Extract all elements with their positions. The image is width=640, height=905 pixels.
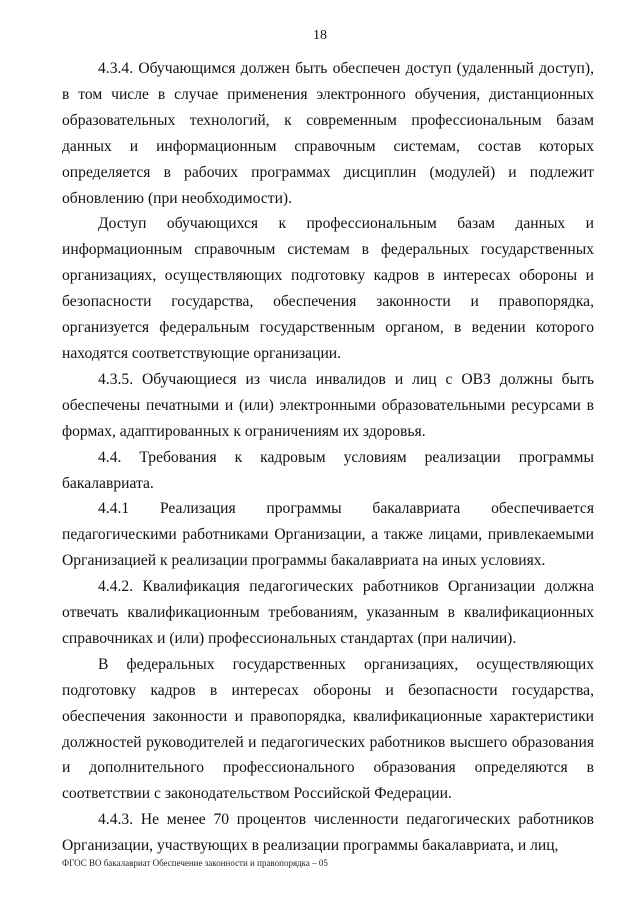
paragraph-4-4-1: 4.4.1 Реализация программы бакалавриата обеспечивается педагогическими работниками Организации, а также лицами, привлекаемыми Организацией к реализации программы бакалавриата на иных условиях. xyxy=(62,500,594,570)
paragraph-federal-orgs: В федеральных государственных организациях, осуществляющих подготовку кадров в интересах обороны и безопасности государства, обеспечения законности и правопорядка, квалификационные характеристики должностей руководителей и педагогических работников высшего образования и дополнительного профессионального образования определяются в соответствии с законодательством Российской Федерации. xyxy=(62,655,594,803)
paragraph-4-4: 4.4. Требования к кадровым условиям реализации программы бакалавриата. xyxy=(62,448,594,492)
paragraph-4-3-4: 4.3.4. Обучающимся должен быть обеспечен доступ (удаленный доступ), в том числе в случае применения электронного обучения, дистанционных образовательных технологий, к современным профессиональным базам данных и информационным справочным системам, состав которых определяется в рабочих программах дисциплин (модулей) и подлежит обновлению (при необходимости). xyxy=(62,60,594,207)
document-body xyxy=(62,56,594,859)
paragraph-access: Доступ обучающихся к профессиональным базам данных и информационным справочным системам в федеральных государственных организациях, осуществляющих подготовку кадров в интересах обороны и безопасности государства, обеспечения законности и правопорядка, организуется федеральным государственным органом, в ведении которого находятся соответствующие организации. xyxy=(62,215,594,362)
paragraph-4-4-2: 4.4.2. Квалификация педагогических работников Организации должна отвечать квалификационным требованиям, указанным в квалификационных справочниках и (или) профессиональных стандартах (при наличии). xyxy=(62,578,594,647)
paragraph-4-4-3: 4.4.3. Не менее 70 процентов численности педагогических работников Организации, участвующих в реализации программы бакалавриата, и лиц, xyxy=(62,811,594,855)
page-number: 18 xyxy=(313,28,327,43)
page-footer: ФГОС ВО бакалавриат Обеспечение законности и правопорядка – 05 xyxy=(62,858,328,868)
paragraph-4-3-5: 4.3.5. Обучающиеся из числа инвалидов и лиц с ОВЗ должны быть обеспечены печатными и (или) электронными образовательными ресурсами в формах, адаптированных к ограничениям их здоровья. xyxy=(62,370,594,440)
